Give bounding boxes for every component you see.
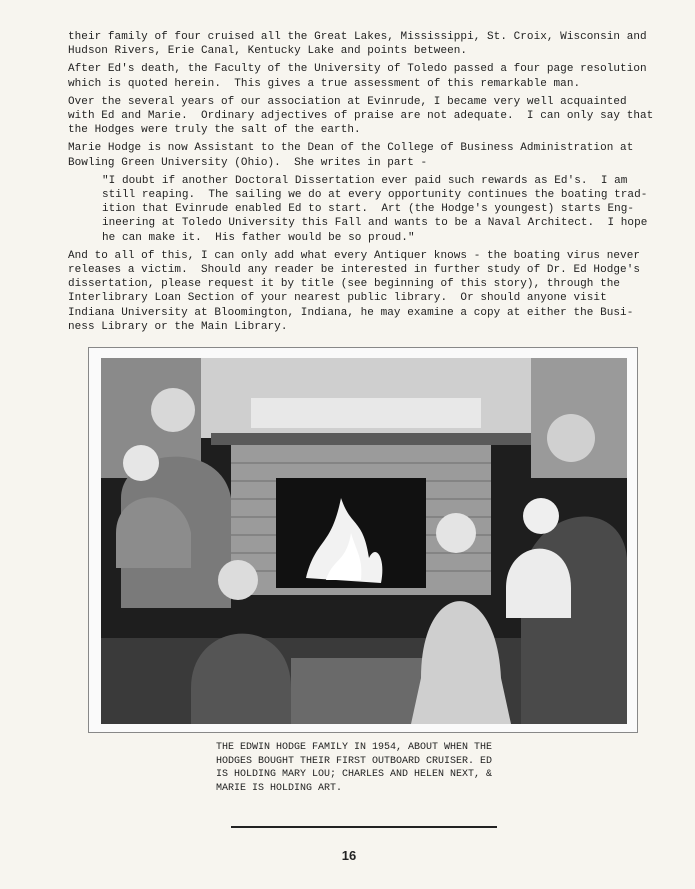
page-number: 16 <box>341 848 357 863</box>
horizontal-divider <box>231 826 497 828</box>
block-quote: "I doubt if another Doctoral Dissertation ever paid such rewards as Ed's. I am still reaping. The sailing we do at every opportunity continues the boating trad- ition that Evinrude enabled Ed to start. Art (the Hodge's youngest) starts Eng- ineering at Toledo University this Fall and wants to be a Naval Architect. I hope he can make it. His father would be so proud." <box>102 174 648 244</box>
paragraph-5: And to all of this, I can only add what every Antiquer knows - the boating virus never releases a victim. Should any reader be interested in further study of Dr. Ed Hodge's dissertation, please request it by title (see beginning of this story), through the Interlibrary Loan Section of your nearest public library. Or should anyone visit Indiana University at Bloomington, Indiana, he may examine a copy at either the Busi- ness Library or the Main Library. <box>68 249 640 333</box>
family-photo <box>101 358 627 724</box>
article-body <box>68 30 668 338</box>
photo-frame <box>88 347 638 733</box>
paragraph-4: Marie Hodge is now Assistant to the Dean of the College of Business Administration at Bowling Green University (Ohio). She writes in part - <box>68 142 634 169</box>
family-photo-illustration <box>101 358 627 724</box>
paragraph-2: After Ed's death, the Faculty of the University of Toledo passed a four page resolution which is quoted herein. This gives a true assessment of this remarkable man. <box>68 63 647 90</box>
paragraph-1: their family of four cruised all the Great Lakes, Mississippi, St. Croix, Wisconsin and Hudson Rivers, Erie Canal, Kentucky Lake and points between. <box>68 31 647 58</box>
paragraph-3: Over the several years of our association at Evinrude, I became very well acquainted with Ed and Marie. Ordinary adjectives of praise are not adequate. I can only say that the Hodges were truly the salt of the earth. <box>68 95 654 137</box>
caption-text: THE EDWIN HODGE FAMILY IN 1954, ABOUT WHEN THE HODGES BOUGHT THEIR FIRST OUTBOARD CRUISER. ED IS HOLDING MARY LOU; CHARLES AND HELEN NEXT, & MARIE IS HOLDING ART. <box>216 742 493 794</box>
photo-caption <box>216 741 536 795</box>
